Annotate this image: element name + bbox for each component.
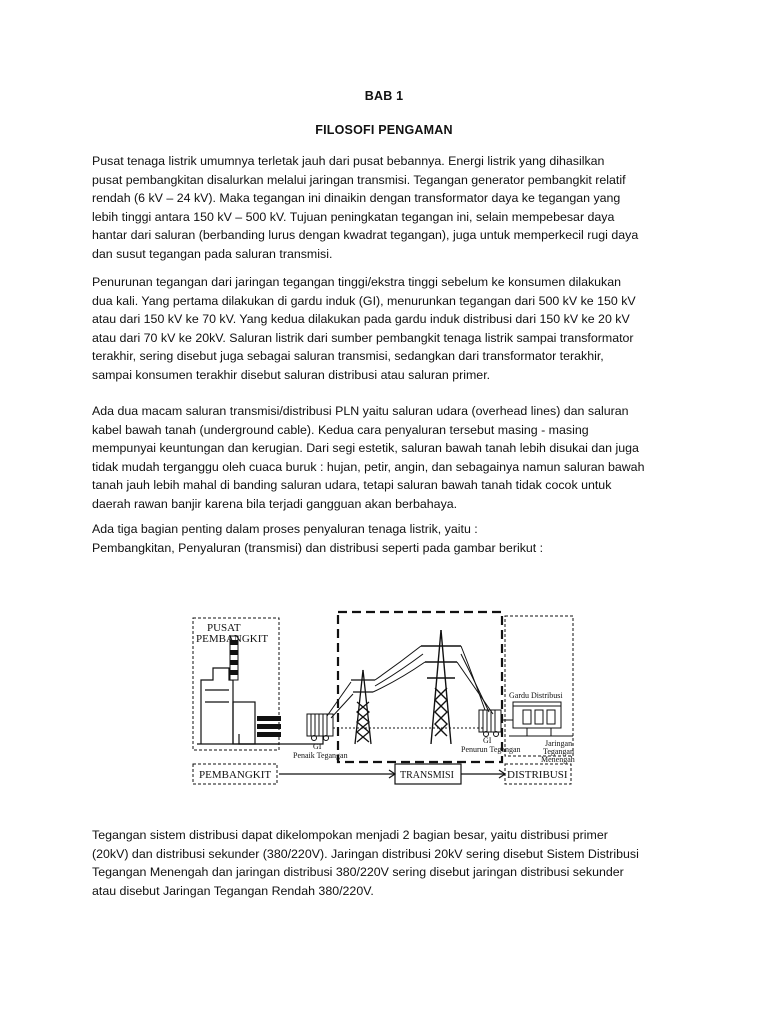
- paragraph-line: hantar dari saluran (berbanding lurus dengan kwadrat tegangan), juga untuk memperkecil rugi daya: [92, 228, 639, 243]
- generator-busbar-icon: [257, 716, 281, 737]
- paragraph-line: Ada dua macam saluran transmisi/distribusi PLN yaitu saluran udara (overhead lines) dan saluran: [92, 404, 629, 418]
- paragraph-line: Penurunan tegangan dari jaringan tegangan tinggi/ekstra tinggi sebelum ke konsumen dilakukan: [92, 275, 622, 289]
- paragraph-2: [92, 273, 682, 385]
- jaringan-label-line2: Tegangan: [543, 747, 574, 756]
- paragraph-line: sampai konsumen terakhir disebut saluran distribusi atau saluran primer.: [92, 367, 491, 382]
- penurun-tegangan-label: Penurun Tegangan: [461, 745, 521, 754]
- paragraph-line: daerah rawan banjir karena bila terjadi gangguan akan berbahaya.: [92, 496, 458, 511]
- gi-left-label: GI: [313, 742, 322, 751]
- step-down-transformer-icon: [479, 710, 501, 737]
- paragraph-line: lebih tinggi antara 150 kV – 500 kV. Tujuan peningkatan tegangan ini, selain mempebesar daya: [92, 209, 615, 224]
- step-up-transformer-icon: [307, 714, 333, 741]
- paragraph-line: mempunyai keuntungan dan kerugian. Dari segi estetik, saluran bawah tanah lebih disukai dan juga: [92, 441, 639, 456]
- paragraph-line: kabel bawah tanah (underground cable). Kedua cara penyaluran tersebut masing - masing: [92, 422, 589, 437]
- transmission-tower-icon: [351, 670, 375, 744]
- paragraph-line: atau disebut Jaringan Tegangan Rendah 380/220V.: [92, 883, 374, 898]
- penaik-tegangan-label: Penaik Tegangan: [293, 751, 348, 760]
- paragraph-line: pusat pembangkitan disalurkan melalui jaringan transmisi. Tegangan generator pembangkit relatif: [92, 172, 626, 187]
- paragraph-line: tidak mudah terganggu oleh cuaca buruk : hujan, petir, angin, dan sebagainya namun saluran bawah: [92, 459, 645, 474]
- paragraph-line: dua kali. Yang pertama dilakukan di gardu induk (GI), menurunkan tegangan dari 500 kV ke 150 kV: [92, 293, 636, 308]
- plant-label-line1: PUSAT: [207, 622, 241, 634]
- gardu-distribusi-label: Gardu Distribusi: [509, 691, 563, 700]
- document-title: FILOSOFI PENGAMAN: [315, 123, 453, 137]
- jaringan-label-line1: Jaringan: [545, 739, 573, 748]
- jaringan-label-line3: Menengah: [541, 755, 575, 764]
- plant-label-line2: PEMBANGKIT: [196, 633, 269, 645]
- paragraph-line: Pembangkitan, Penyaluran (transmisi) dan distribusi seperti pada gambar berikut :: [92, 540, 544, 555]
- transmission-tower-icon: [421, 630, 461, 744]
- power-system-diagram: [183, 606, 581, 798]
- transmission-conductors: [327, 646, 493, 728]
- paragraph-line: rendah (6 kV – 24 kV). Maka tegangan ini dinaikin dengan transformator daya ke tegangan yang: [92, 191, 621, 206]
- paragraph-1: [92, 152, 682, 264]
- paragraph-line: Tegangan Menengah dan jaringan distribusi 380/220V sering disebut jaringan distribusi sekunder: [92, 865, 624, 880]
- distribution-substation-icon: [501, 702, 573, 736]
- chapter-heading: BAB 1: [364, 89, 404, 103]
- paragraph-line: atau dari 70 kV ke 20kV. Saluran listrik dari sumber pembangkit tenaga listrik sampai transformator: [92, 330, 634, 345]
- distribusi-caption: DISTRIBUSI: [507, 769, 568, 781]
- paragraph-line: Pusat tenaga listrik umumnya terletak jauh dari pusat bebannya. Energi listrik yang dihasilkan: [92, 154, 605, 168]
- paragraph-line: dan susut tegangan pada saluran transmisi.: [92, 246, 333, 261]
- pembangkit-caption: PEMBANGKIT: [199, 769, 272, 781]
- paragraph-line: Tegangan sistem distribusi dapat dikelompokan menjadi 2 bagian besar, yaitu distribusi primer: [92, 828, 608, 842]
- paragraph-line: tanah jauh lebih mahal di banding saluran udara, tetapi saluran bawah tanah tidak cocok untuk: [92, 478, 612, 493]
- gi-right-label: GI: [483, 736, 492, 745]
- paragraph-line: (20kV) dan distribusi sekunder (380/220V). Jaringan distribusi 20kV sering disebut Sistem Distribusi: [92, 846, 639, 861]
- paragraph-line: atau dari 150 kV ke 70 kV. Yang kedua dilakukan pada gardu induk distribusi dari 150 kV ke 20 kV: [92, 312, 630, 327]
- paragraph-5: [92, 826, 682, 900]
- paragraph-4: [92, 520, 682, 557]
- transmisi-caption: TRANSMISI: [400, 770, 454, 781]
- flow-arrows: [279, 770, 505, 778]
- paragraph-3: [92, 402, 682, 514]
- distribusi-section-box: [505, 616, 573, 756]
- paragraph-line: terakhir, sering disebut juga sebagai saluran transmisi, sedangkan dari transformator terakhir,: [92, 349, 604, 364]
- paragraph-line: Ada tiga bagian penting dalam proses penyaluran tenaga listrik, yaitu :: [92, 522, 478, 536]
